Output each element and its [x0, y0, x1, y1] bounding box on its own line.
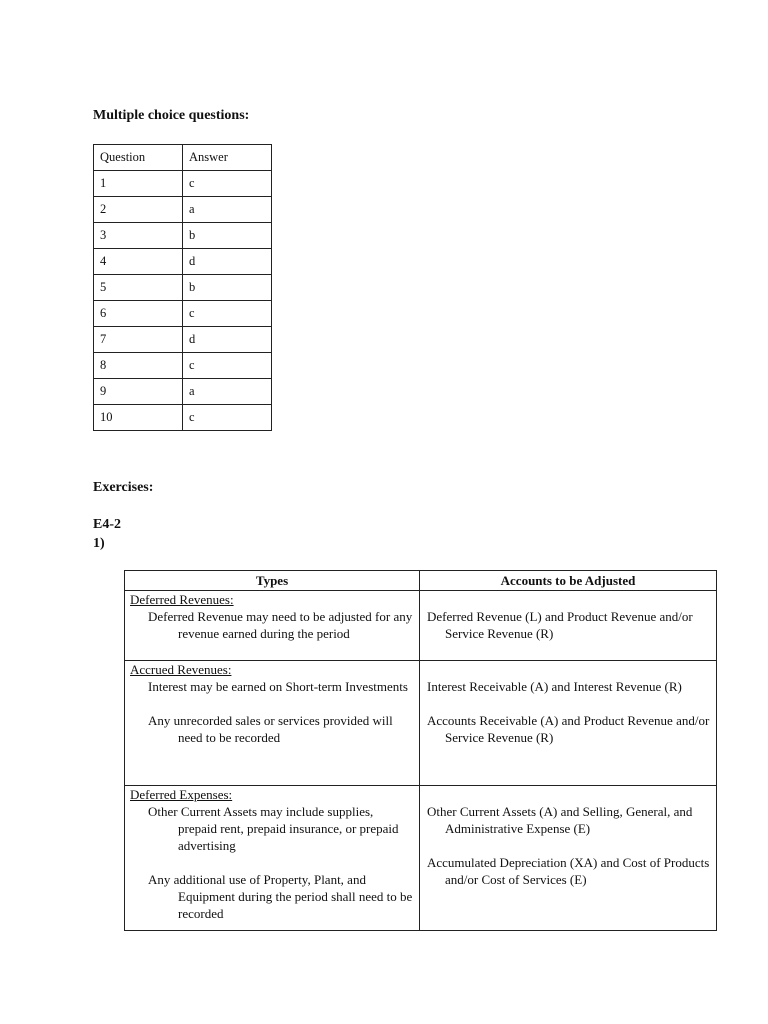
- mc-row: [94, 379, 272, 405]
- mc-row: [94, 327, 272, 353]
- mc-answer: c: [183, 353, 272, 379]
- adj-accounts-cell: [420, 786, 717, 931]
- adj-accounts-cell: [420, 591, 717, 661]
- adj-accounts-cell: [420, 661, 717, 786]
- adj-header-accounts: Accounts to be Adjusted: [420, 571, 717, 591]
- adj-account-entry: Accounts Receivable (A) and Product Revenue and/or Service Revenue (R): [427, 713, 710, 745]
- adj-account-entry: Accumulated Depreciation (XA) and Cost of Products and/or Cost of Services (E): [427, 855, 710, 887]
- mc-answer: b: [183, 275, 272, 301]
- mc-row: [94, 405, 272, 431]
- mc-row: [94, 353, 272, 379]
- mc-row: [94, 223, 272, 249]
- adj-type-title: Deferred Revenues:: [130, 592, 234, 607]
- mc-answer: c: [183, 171, 272, 197]
- adj-type-item: Interest may be earned on Short-term Investments: [148, 679, 408, 694]
- adj-row: [125, 591, 717, 661]
- mc-question-number: 10: [94, 405, 183, 431]
- adj-type-cell: [125, 591, 420, 661]
- exercise-part: 1): [93, 536, 105, 551]
- mc-answer: d: [183, 249, 272, 275]
- mc-row: [94, 197, 272, 223]
- adj-row: [125, 661, 717, 786]
- mc-header-row: [94, 145, 272, 171]
- adj-account-entry: Other Current Assets (A) and Selling, General, and Administrative Expense (E): [427, 804, 693, 836]
- adj-type-item: Other Current Assets may include supplies, prepaid rent, prepaid insurance, or prepaid advertising: [148, 804, 399, 853]
- mc-question-number: 8: [94, 353, 183, 379]
- mc-question-number: 4: [94, 249, 183, 275]
- adj-row: [125, 786, 717, 931]
- mc-answer: b: [183, 223, 272, 249]
- adj-account-entry: Deferred Revenue (L) and Product Revenue and/or Service Revenue (R): [427, 609, 693, 641]
- adj-header-row: [125, 571, 717, 591]
- mc-answer-table: [93, 144, 272, 431]
- adj-type-title: Accrued Revenues:: [130, 662, 232, 677]
- adj-type-title: Deferred Expenses:: [130, 787, 233, 802]
- mc-header-answer: Answer: [183, 145, 272, 171]
- mc-row: [94, 301, 272, 327]
- mc-row: [94, 171, 272, 197]
- adj-type-item: Deferred Revenue may need to be adjusted for any revenue earned during the period: [148, 609, 413, 641]
- mc-table-body: [94, 145, 272, 431]
- adj-header-types: Types: [125, 571, 420, 591]
- mc-header-question: Question: [94, 145, 183, 171]
- adj-type-cell: [125, 786, 420, 931]
- mc-question-number: 3: [94, 223, 183, 249]
- mc-answer: a: [183, 379, 272, 405]
- mc-question-number: 1: [94, 171, 183, 197]
- mc-question-number: 9: [94, 379, 183, 405]
- exercise-id: E4-2: [93, 517, 121, 532]
- adj-type-item: Any additional use of Property, Plant, and Equipment during the period shall need to be recorded: [148, 872, 413, 921]
- mc-question-number: 2: [94, 197, 183, 223]
- mc-answer: d: [183, 327, 272, 353]
- adj-account-entry: Interest Receivable (A) and Interest Revenue (R): [427, 679, 682, 694]
- mc-answer: a: [183, 197, 272, 223]
- mc-row: [94, 275, 272, 301]
- mc-row: [94, 249, 272, 275]
- adjustments-table: [124, 570, 717, 931]
- mc-heading: Multiple choice questions:: [93, 108, 250, 123]
- adj-table-body: [125, 591, 717, 931]
- adj-type-item: Any unrecorded sales or services provided will need to be recorded: [148, 713, 393, 745]
- exercises-heading: Exercises:: [93, 480, 154, 495]
- mc-answer: c: [183, 301, 272, 327]
- mc-question-number: 5: [94, 275, 183, 301]
- adj-type-cell: [125, 661, 420, 786]
- mc-answer: c: [183, 405, 272, 431]
- mc-question-number: 7: [94, 327, 183, 353]
- mc-question-number: 6: [94, 301, 183, 327]
